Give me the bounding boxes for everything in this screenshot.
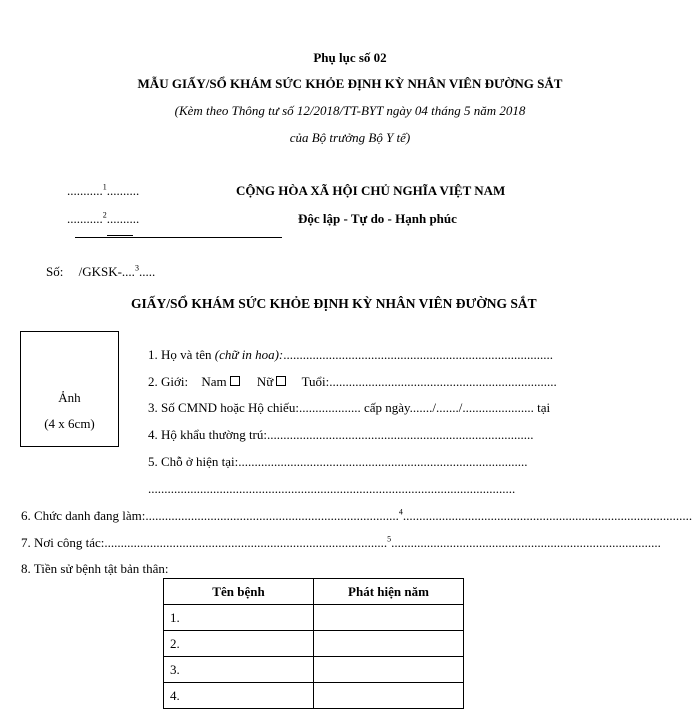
row-1-year[interactable] xyxy=(314,605,464,631)
row-2-number[interactable]: 2. xyxy=(164,631,314,657)
row-3-number[interactable]: 3. xyxy=(164,657,314,683)
row-4-number[interactable]: 4. xyxy=(164,683,314,709)
address-label: 5. Chỗ ở hiện tại: xyxy=(148,454,239,469)
age-label: Tuổi: xyxy=(301,374,330,389)
national-motto: Độc lập - Tự do - Hạnh phúc xyxy=(298,211,457,226)
number-label: Số: xyxy=(46,264,64,279)
field-medical-history: 8. Tiền sử bệnh tật bản thân: xyxy=(21,561,169,576)
header-disease-name: Tên bệnh xyxy=(164,579,314,605)
workplace-dots1: ....................................................................................... xyxy=(104,535,388,550)
subtitle-line1: (Kèm theo Thông tư số 12/2018/TT-BYT ngày 04 tháng 5 năm 2018 xyxy=(174,103,526,118)
row-1-number[interactable]: 1. xyxy=(164,605,314,631)
header-detected-year: Phát hiện năm xyxy=(314,579,464,605)
medical-history-table xyxy=(163,578,464,709)
residence-dots: .................................................................................. xyxy=(267,427,534,442)
id-place-label: tại xyxy=(533,400,551,415)
photo-placeholder xyxy=(20,331,119,447)
field-permanent-residence xyxy=(148,427,534,443)
gender-male-label: Nam xyxy=(201,374,227,389)
female-checkbox[interactable] xyxy=(276,376,286,386)
footnote-1: 1 xyxy=(102,182,107,192)
national-title: CỘNG HÒA XÃ HỘI CHỦ NGHĨA VIỆT NAM xyxy=(236,183,506,198)
photo-label: Ảnh xyxy=(58,390,81,405)
field-job-title xyxy=(21,508,692,524)
document-title: GIẤY/SỔ KHÁM SỨC KHỎE ĐỊNH KỲ NHÂN VIÊN ĐƯỜNG SẮT xyxy=(131,296,537,311)
residence-label: 4. Hộ khẩu thường trú: xyxy=(148,427,267,442)
agency-line1-dots-left: ........... xyxy=(67,183,103,198)
agency-line2-dots-right: .......... xyxy=(106,211,140,226)
address-dots: ......................................................................................... xyxy=(238,454,528,469)
full-name-label: 1. Họ và tên xyxy=(148,347,215,362)
address-dots-line2: ................................................................................................................. xyxy=(148,481,516,496)
job-title-dots2: ......................................................................................... xyxy=(402,508,693,523)
workplace-dots2: ................................................................................... xyxy=(391,535,661,550)
table-row xyxy=(164,683,464,709)
row-4-year[interactable] xyxy=(314,683,464,709)
id-label: 3. Số CMND hoặc Hộ chiếu: xyxy=(148,400,299,415)
male-checkbox[interactable] xyxy=(230,376,240,386)
table-header-row xyxy=(164,579,464,605)
row-2-year[interactable] xyxy=(314,631,464,657)
table-row xyxy=(164,657,464,683)
agency-underline xyxy=(107,235,133,236)
age-dots: ...................................................................... xyxy=(329,374,557,389)
agency-line2-dots-left: ........... xyxy=(67,211,103,226)
row-3-year[interactable] xyxy=(314,657,464,683)
table-row xyxy=(164,631,464,657)
form-title: MẪU GIẤY/SỔ KHÁM SỨC KHỎE ĐỊNH KỲ NHÂN VIÊN ĐƯỜNG SẮT xyxy=(137,76,563,91)
full-name-hint: (chữ in hoa): xyxy=(214,347,284,362)
footnote-3: 3 xyxy=(134,263,139,273)
gender-female-label: Nữ xyxy=(256,374,274,389)
subtitle-line2: của Bộ trưởng Bộ Y tế) xyxy=(289,130,411,145)
footnote-4: 4 xyxy=(398,507,403,517)
job-title-label: 6. Chức danh đang làm: xyxy=(21,508,146,523)
id-issued-date: ......./......./...................... xyxy=(409,400,534,415)
footnote-2: 2 xyxy=(102,210,107,220)
number-code: /GKSK-.... xyxy=(78,264,135,279)
field-full-name xyxy=(148,347,553,363)
field-gender xyxy=(148,374,557,390)
job-title-dots1: .............................................................................. xyxy=(145,508,399,523)
full-name-dots: ................................................................................... xyxy=(283,347,554,362)
appendix-label: Phụ lục số 02 xyxy=(313,50,387,65)
agency-line2 xyxy=(67,211,139,227)
photo-size: (4 x 6cm) xyxy=(44,416,95,431)
id-issued-label: cấp ngày xyxy=(360,400,410,415)
header-divider xyxy=(75,237,282,238)
field-id-number xyxy=(148,400,550,416)
field-current-address xyxy=(148,454,528,470)
document-number xyxy=(46,264,155,280)
number-tail: ..... xyxy=(138,264,156,279)
agency-line1-dots-right: .......... xyxy=(106,183,140,198)
table-row xyxy=(164,605,464,631)
gender-label: 2. Giới: xyxy=(148,374,189,389)
workplace-label: 7. Nơi công tác: xyxy=(21,535,105,550)
field-workplace xyxy=(21,535,661,551)
footnote-5: 5 xyxy=(387,534,392,544)
id-dots: ................... xyxy=(298,400,361,415)
agency-line1 xyxy=(67,183,139,199)
